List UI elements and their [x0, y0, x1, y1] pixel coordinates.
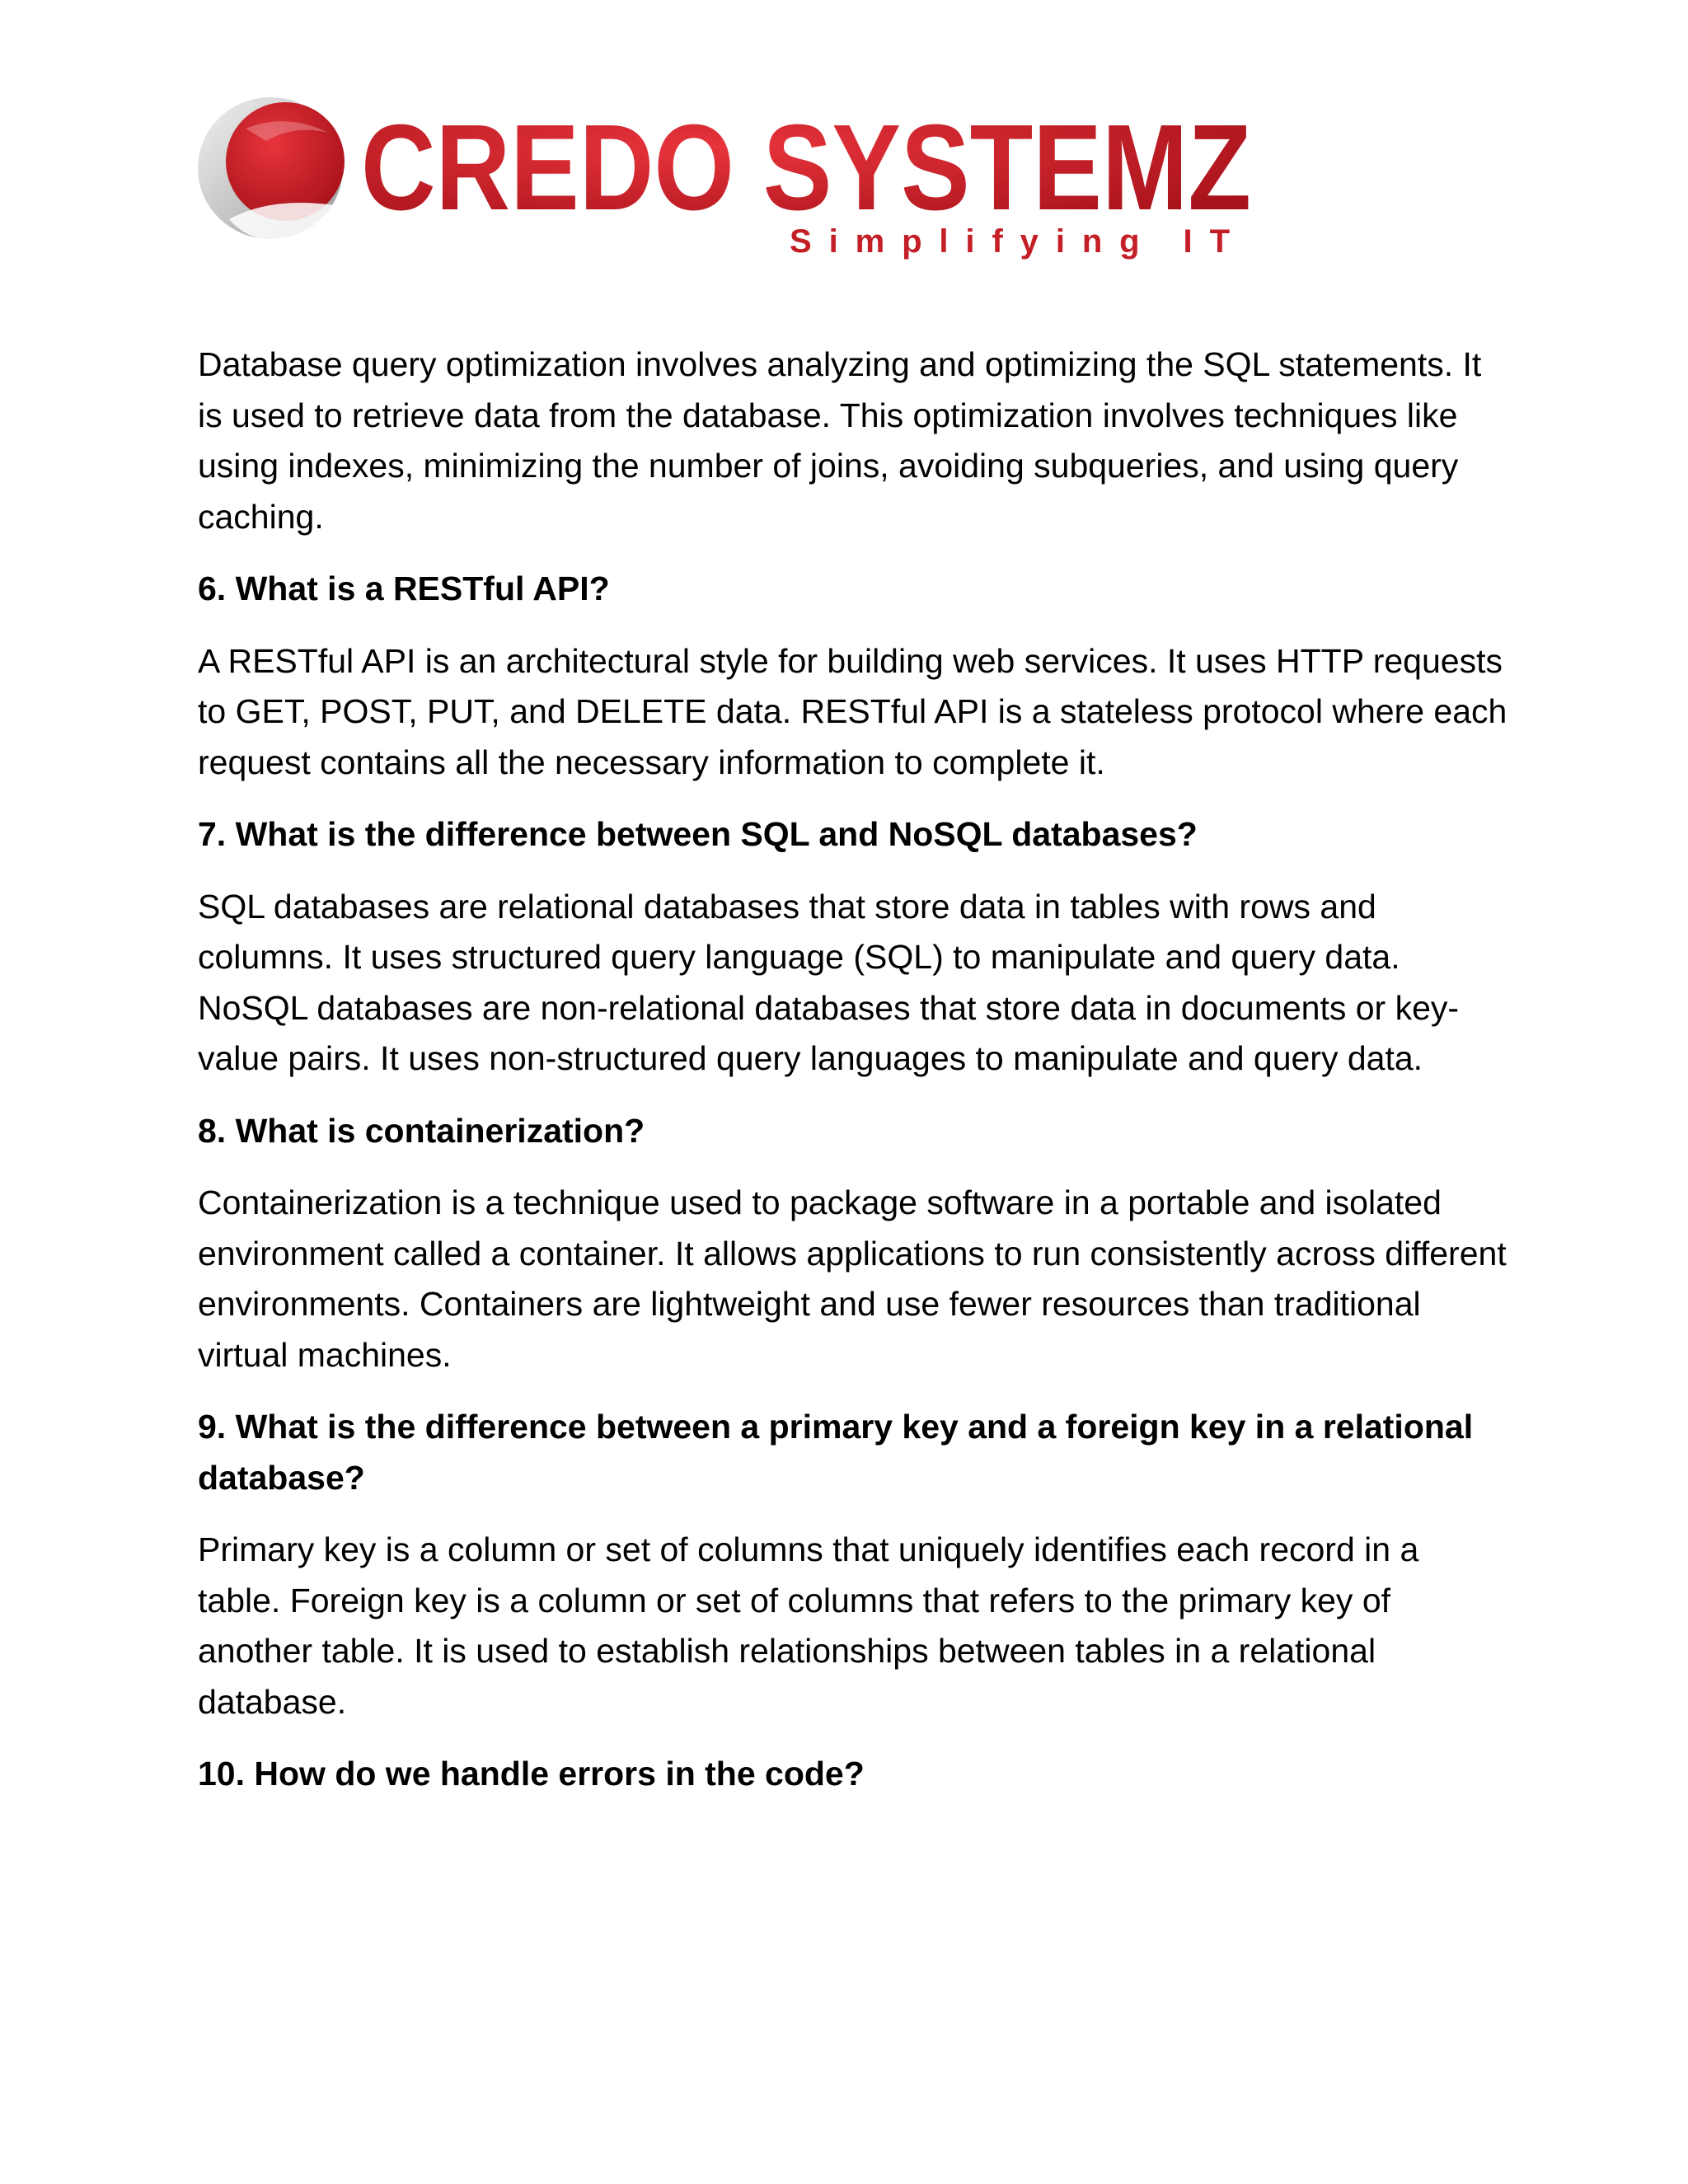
logo-emblem-icon [198, 97, 345, 241]
answer-paragraph: A RESTful API is an architectural style for building web services. It uses HTTP requests to GET, POST, PUT, and DELETE data. RESTful API is a stateless protocol where each request contains all the necessary information to complete it. [198, 641, 1507, 781]
brand-logo [196, 96, 1259, 260]
question-heading: 8. What is containerization? [198, 1111, 645, 1150]
question-heading: 9. What is the difference between a primary key and a foreign key in a relational database? [198, 1408, 1474, 1497]
question-heading: 7. What is the difference between SQL and NoSQL databases? [198, 815, 1198, 853]
question-heading: 10. How do we handle errors in the code? [198, 1755, 865, 1793]
document-body [198, 340, 1508, 1821]
answer-paragraph: Containerization is a technique used to package software in a portable and isolated environment called a container. It allows applications to run consistently across different environments. Containers are lightweight and use fewer resources than traditional virtual machines. [198, 1183, 1507, 1374]
answer-paragraph: Primary key is a column or set of columns that uniquely identifies each record in a table. Foreign key is a column or set of columns that refers to the primary key of another table. It is used to establish relationships between tables in a relational database. [198, 1530, 1419, 1721]
logo-brand-name: CREDO SYSTEMZ [361, 100, 1251, 236]
logo-graphic [196, 96, 1259, 260]
intro-paragraph: Database query optimization involves analyzing and optimizing the SQL statements. It is used to retrieve data from the database. This optimization involves techniques like using indexes, minimizing the number of joins, avoiding subqueries, and using query caching. [198, 345, 1482, 536]
question-heading: 6. What is a RESTful API? [198, 569, 610, 607]
answer-paragraph: SQL databases are relational databases that store data in tables with rows and columns. It uses structured query language (SQL) to manipulate and query data. NoSQL databases are non-relational databases that store data in documents or key-value pairs. It uses non-structured query languages to manipulate and query data. [198, 887, 1460, 1077]
logo-tagline: Simplifying IT [790, 223, 1251, 260]
